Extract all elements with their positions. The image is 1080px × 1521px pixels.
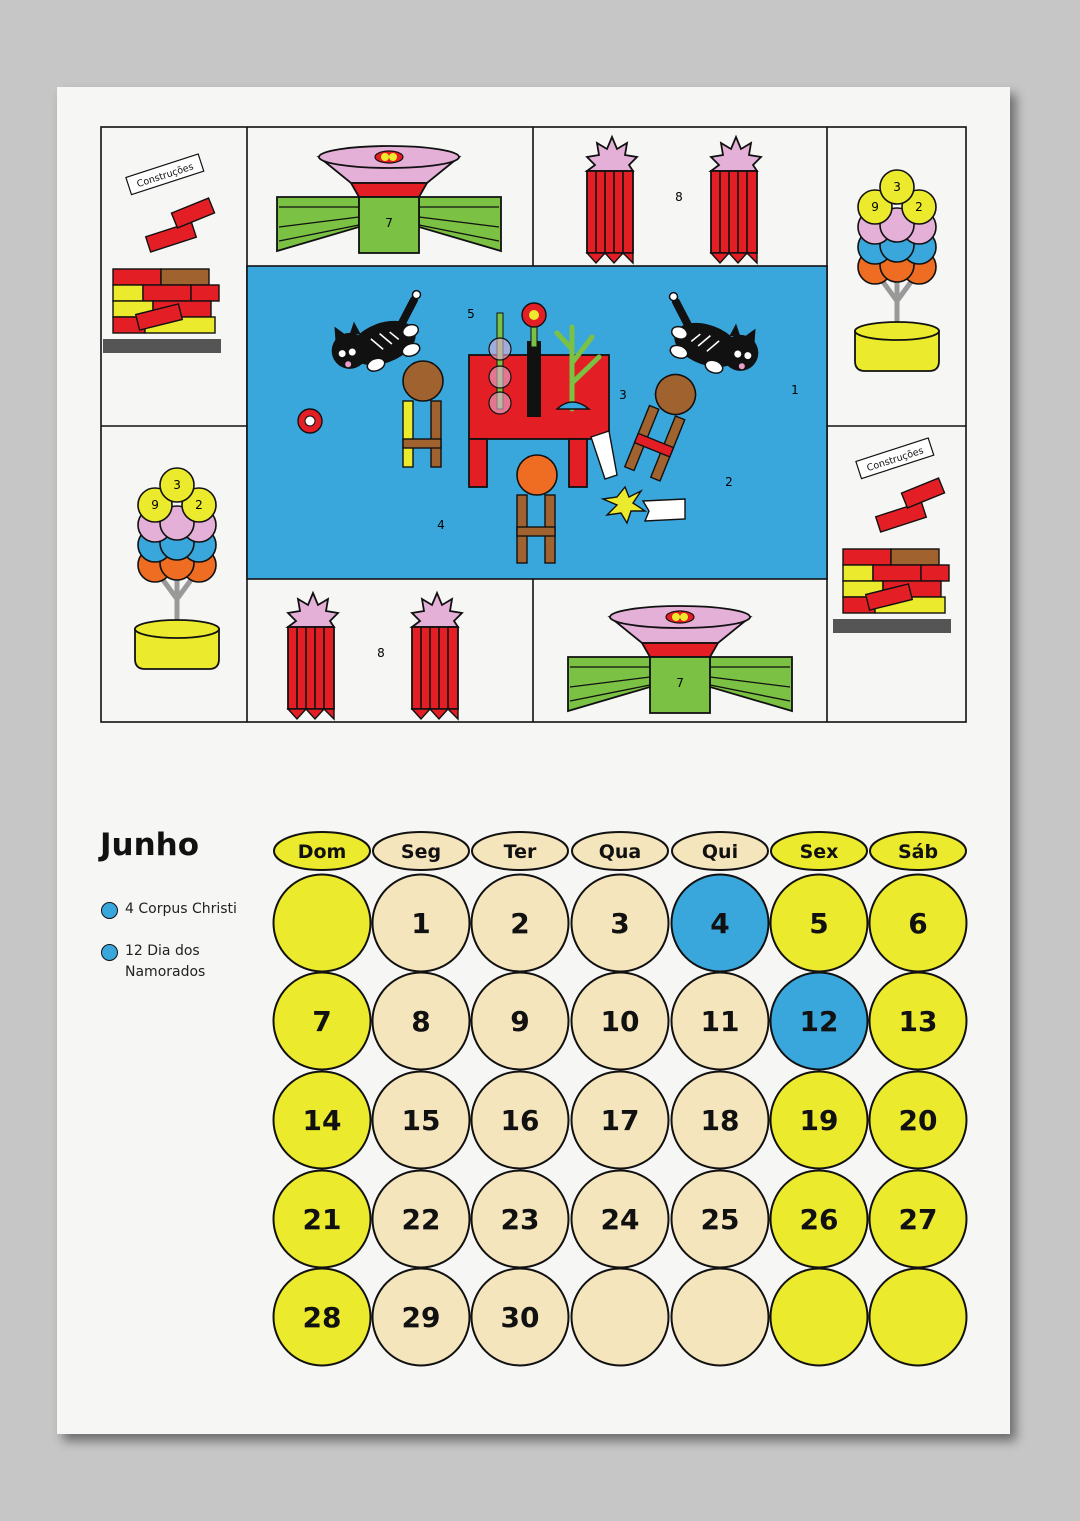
- day-cell-16[interactable]: [472, 1072, 569, 1169]
- day-number: 7: [312, 1005, 332, 1038]
- calendar-sheet: [57, 87, 1010, 1434]
- vase-number: 7: [385, 216, 393, 230]
- weekday-header-seg: [373, 832, 469, 870]
- day-cell-27[interactable]: [870, 1171, 967, 1268]
- day-cell-6[interactable]: [870, 875, 967, 972]
- day-cell-22[interactable]: [373, 1171, 470, 1268]
- day-number: 18: [700, 1104, 740, 1137]
- day-cell-9[interactable]: [472, 973, 569, 1070]
- scene-number-3: 3: [619, 388, 627, 402]
- sign-label: Construções: [865, 445, 926, 475]
- day-cell-2[interactable]: [472, 875, 569, 972]
- weekday-label: Qui: [701, 841, 739, 863]
- balloon-number: 2: [195, 498, 203, 512]
- day-number: 22: [401, 1203, 441, 1236]
- sign-label: Construções: [135, 161, 196, 191]
- day-number: 25: [700, 1203, 740, 1236]
- day-number: 8: [411, 1005, 431, 1038]
- weekday-header-sáb: [870, 832, 966, 870]
- day-number: 19: [799, 1104, 839, 1137]
- day-number: 4: [710, 907, 730, 940]
- day-number: 12: [799, 1005, 839, 1038]
- fireworks-number: 8: [377, 646, 385, 660]
- day-cell-29[interactable]: [373, 1269, 470, 1366]
- day-cell-7[interactable]: [274, 973, 371, 1070]
- balloon-number: 2: [915, 200, 923, 214]
- day-cell-5[interactable]: [771, 875, 868, 972]
- day-number: 11: [700, 1005, 740, 1038]
- day-number: 16: [500, 1104, 540, 1137]
- calendar-grid: [57, 87, 1010, 1434]
- day-cell-8[interactable]: [373, 973, 470, 1070]
- day-cell-12[interactable]: [771, 973, 868, 1070]
- day-cell-empty: [870, 1269, 967, 1366]
- day-cell-13[interactable]: [870, 973, 967, 1070]
- balloon-number: 3: [893, 180, 901, 194]
- day-cell-24[interactable]: [572, 1171, 669, 1268]
- day-number: 13: [898, 1005, 938, 1038]
- day-number: 15: [401, 1104, 441, 1137]
- day-cell-23[interactable]: [472, 1171, 569, 1268]
- holiday-label: 4 Corpus Christi: [125, 901, 237, 917]
- day-cell-14[interactable]: [274, 1072, 371, 1169]
- day-cell-17[interactable]: [572, 1072, 669, 1169]
- day-cell-empty: [274, 875, 371, 972]
- day-cell-19[interactable]: [771, 1072, 868, 1169]
- day-number: 23: [500, 1203, 540, 1236]
- day-cell-empty: [572, 1269, 669, 1366]
- holiday-label-line: Namorados: [125, 964, 206, 980]
- day-cell-26[interactable]: [771, 1171, 868, 1268]
- day-cell-3[interactable]: [572, 875, 669, 972]
- weekday-header-qua: [572, 832, 668, 870]
- day-number: 30: [500, 1301, 540, 1334]
- day-cell-11[interactable]: [672, 973, 769, 1070]
- day-cell-25[interactable]: [672, 1171, 769, 1268]
- weekday-header-sex: [771, 832, 867, 870]
- day-number: 10: [600, 1005, 640, 1038]
- scene-number-4: 4: [437, 518, 445, 532]
- day-number: 21: [302, 1203, 342, 1236]
- weekday-header-qui: [672, 832, 768, 870]
- day-number: 26: [799, 1203, 839, 1236]
- day-number: 9: [510, 1005, 530, 1038]
- day-number: 24: [600, 1203, 640, 1236]
- balloon-number: 9: [151, 498, 159, 512]
- vase-number: 7: [676, 676, 684, 690]
- holiday-label-line: 12 Dia dos: [125, 943, 200, 959]
- day-cell-20[interactable]: [870, 1072, 967, 1169]
- scene-number-2: 2: [725, 475, 733, 489]
- day-cell-15[interactable]: [373, 1072, 470, 1169]
- day-number: 2: [510, 907, 530, 940]
- weekday-label: Sáb: [897, 841, 939, 863]
- day-cell-10[interactable]: [572, 973, 669, 1070]
- day-number: 28: [302, 1301, 342, 1334]
- day-number: 27: [898, 1203, 938, 1236]
- weekday-label: Dom: [297, 841, 347, 863]
- day-number: 29: [401, 1301, 441, 1334]
- day-cell-1[interactable]: [373, 875, 470, 972]
- day-cell-empty: [672, 1269, 769, 1366]
- day-number: 20: [898, 1104, 938, 1137]
- day-number: 5: [809, 907, 829, 940]
- day-cell-empty: [771, 1269, 868, 1366]
- weekday-header-ter: [472, 832, 568, 870]
- day-number: 3: [610, 907, 630, 940]
- weekday-label: Sex: [799, 841, 839, 863]
- month-title: Junho: [100, 827, 200, 863]
- scene-number-5: 5: [467, 307, 475, 321]
- day-cell-30[interactable]: [472, 1269, 569, 1366]
- day-number: 1: [411, 907, 431, 940]
- scene-number-1: 1: [791, 383, 799, 397]
- weekday-label: Ter: [503, 841, 537, 863]
- day-cell-21[interactable]: [274, 1171, 371, 1268]
- day-number: 14: [302, 1104, 342, 1137]
- day-cell-4[interactable]: [672, 875, 769, 972]
- balloon-number: 9: [871, 200, 879, 214]
- weekday-header-dom: [274, 832, 370, 870]
- day-number: 6: [908, 907, 928, 940]
- weekday-label: Seg: [400, 841, 442, 863]
- balloon-number: 3: [173, 478, 181, 492]
- weekday-label: Qua: [598, 841, 642, 863]
- day-cell-18[interactable]: [672, 1072, 769, 1169]
- fireworks-number: 8: [675, 190, 683, 204]
- day-cell-28[interactable]: [274, 1269, 371, 1366]
- day-number: 17: [600, 1104, 640, 1137]
